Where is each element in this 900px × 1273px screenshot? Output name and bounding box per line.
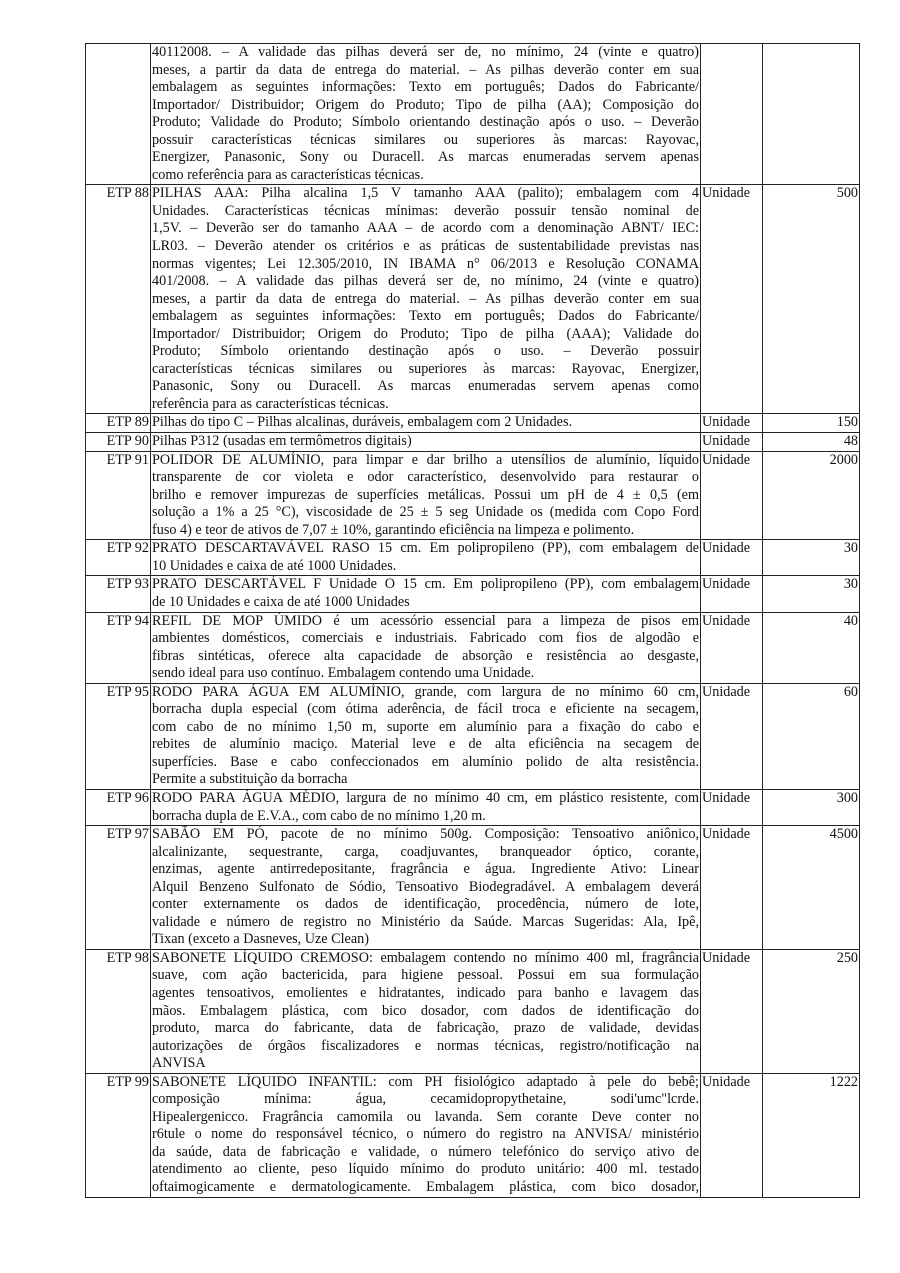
item-description <box>151 576 701 612</box>
description-line: Pilhas P312 (usadas em termômetros digitais) <box>152 433 412 450</box>
item-quantity: 150 <box>763 414 860 433</box>
description-line: PILHAS AAA: Pilha alcalina 1,5 V tamanho AAA (palito); embalagem com 4 <box>152 185 699 202</box>
description-line: POLIDOR DE ALUMÍNIO, para limpar e dar brilho a utensílios de alumínio, líquido <box>152 451 699 468</box>
description-line: com cabo de no mínimo 1,50 m, suporte em alumínio para a fixação do cabo e <box>152 718 699 735</box>
item-description <box>151 185 701 414</box>
item-quantity: 250 <box>763 949 860 1073</box>
description-line: meses, a partir da data de entrega do material. – As pilhas deverão conter em sua <box>152 61 699 78</box>
item-unit: Unidade <box>701 576 763 612</box>
items-table <box>85 43 860 1198</box>
description-line: solução a 1% a 25 °C), viscosidade de 25 ± 5 seg Unidade os (medida com Copo Ford <box>152 504 699 521</box>
description-line: Hipealergenicco. Fragrância camomila ou lavanda. Sem corante Deve conter no <box>152 1108 699 1125</box>
description-line: meses, a partir da data de entrega do material. – As pilhas deverão conter em sua <box>152 290 699 307</box>
item-code: ETP 99 <box>86 1073 151 1197</box>
description-line: transparente de cor violeta e odor característico, desenvolvido para restaurar o <box>152 469 699 486</box>
table-row <box>86 540 860 576</box>
description-line: borracha dupla de E.V.A., com cabo de no mínimo 1,20 m. <box>152 807 486 824</box>
item-description <box>151 612 701 683</box>
description-line: brilho e remover impurezas de superfícies metálicas. Possui um pH de 4 ± 0,5 (em <box>152 486 699 503</box>
description-line: alcalinizante, sequestrante, carga, coadjuvantes, branqueador óptico, corante, <box>152 843 699 860</box>
item-quantity: 48 <box>763 433 860 452</box>
description-line: normas vigentes; Lei 12.305/2010, IN IBAMA n° 06/2013 e Resolução CONAMA <box>152 255 699 272</box>
item-unit: Unidade <box>701 185 763 414</box>
description-line: PRATO DESCARTÁVEL F Unidade O 15 cm. Em polipropileno (PP), com embalagem <box>152 576 699 593</box>
item-code: ETP 96 <box>86 789 151 825</box>
description-line: Energizer, Panasonic, Sony ou Duracell. As marcas enumeradas servem apenas <box>152 149 699 166</box>
table-row <box>86 612 860 683</box>
item-unit: Unidade <box>701 826 763 950</box>
table-row <box>86 576 860 612</box>
item-unit: Unidade <box>701 414 763 433</box>
table-row <box>86 433 860 452</box>
description-line: 40112008. – A validade das pilhas deverá ser de, no mínimo, 24 (vinte e quatro) <box>152 44 699 60</box>
item-code: ETP 98 <box>86 949 151 1073</box>
item-description <box>151 826 701 950</box>
description-line: enzimas, agente antirredepositante, fragrância e água. Ingrediente Ativo: Linear <box>152 861 699 878</box>
item-unit: Unidade <box>701 612 763 683</box>
description-line: Produto; Validade do Produto; Símbolo orientando destinação após o uso. – Deverão <box>152 114 699 131</box>
item-code: ETP 91 <box>86 451 151 540</box>
description-line: composição mínima: água, cecamidopropythetaine, sodi'umc"lcrde. <box>152 1091 699 1108</box>
description-line: características técnicas similares ou superiores às marcas: Rayovac, Energizer, <box>152 360 699 377</box>
item-description <box>151 789 701 825</box>
item-description <box>151 414 701 433</box>
item-description <box>151 451 701 540</box>
description-line: superfícies. Base e cabo confeccionados em alumínio polido de alta resistência. <box>152 753 699 770</box>
item-unit: Unidade <box>701 540 763 576</box>
description-line: atendimento ao cliente, peso líquido mínimo do produto unitário: 400 ml. testado <box>152 1161 699 1178</box>
item-code <box>86 44 151 185</box>
description-line: REFIL DE MOP ÚMIDO é um acessório essencial para a limpeza de pisos em <box>152 612 699 629</box>
table-row <box>86 451 860 540</box>
table-row <box>86 1073 860 1197</box>
items-table-body <box>86 44 860 1198</box>
description-line: fibras sintéticas, oferece alta capacidade de absorção e resistência ao desgaste, <box>152 647 699 664</box>
item-description <box>151 949 701 1073</box>
item-unit: Unidade <box>701 789 763 825</box>
description-line: RODO PARA ÁGUA MÉDIO, largura de no mínimo 40 cm, em plástico resistente, com <box>152 789 699 806</box>
item-quantity: 4500 <box>763 826 860 950</box>
description-line: produto, marca do fabricante, data de fabricação, prazo de validade, devidas <box>152 1020 699 1037</box>
table-row <box>86 789 860 825</box>
item-description <box>151 433 701 452</box>
item-quantity: 40 <box>763 612 860 683</box>
description-line: como referência para as características técnicas. <box>152 166 424 183</box>
description-line: Panasonic, Sony ou Duracell. As marcas enumeradas servem apenas como <box>152 378 699 395</box>
description-line: ANVISA <box>152 1055 206 1072</box>
item-code: ETP 92 <box>86 540 151 576</box>
table-row <box>86 949 860 1073</box>
description-line: borracha dupla especial (com ótima aderência, de fácil troca e eficiente na secagem, <box>152 701 699 718</box>
item-quantity <box>763 44 860 185</box>
item-quantity: 30 <box>763 540 860 576</box>
description-line: Permite a substituição da borracha <box>152 771 348 788</box>
description-line: 10 Unidades e caixa de até 1000 Unidades. <box>152 557 397 574</box>
description-line: conter externamente os dados de identificação, procedência, número de lote, <box>152 896 699 913</box>
description-line: RODO PARA ÁGUA EM ALUMÍNIO, grande, com largura de no mínimo 60 cm, <box>152 683 699 700</box>
document-page <box>85 43 859 1198</box>
item-unit: Unidade <box>701 433 763 452</box>
description-line: referência para as características técnicas. <box>152 395 389 412</box>
item-unit: Unidade <box>701 949 763 1073</box>
description-line: sendo ideal para uso contínuo. Embalagem contendo uma Unidade. <box>152 665 535 682</box>
description-line: autorizações de órgãos fiscalizadores e normas técnicas, registro/notificação na <box>152 1037 699 1054</box>
description-line: 401/2008. – A validade das pilhas deverá ser de, no mínimo, 24 (vinte e quatro) <box>152 273 699 290</box>
item-code: ETP 88 <box>86 185 151 414</box>
description-line: validade e número de registro no Ministério da Saúde. Marcas Sugeridas: Ala, Ipê, <box>152 913 699 930</box>
item-code: ETP 89 <box>86 414 151 433</box>
description-line: possuir características técnicas similares ou superiores às marcas: Rayovac, <box>152 131 699 148</box>
item-quantity: 1222 <box>763 1073 860 1197</box>
description-line: SABONETE LÍQUIDO CREMOSO: embalagem contendo no mínimo 400 ml, fragrância <box>152 949 699 966</box>
description-line: Importador/ Distribuidor; Origem do Produto; Tipo de pilha (AA); Composição do <box>152 96 699 113</box>
item-quantity: 300 <box>763 789 860 825</box>
description-line: LR03. – Deverão atender os critérios e as práticas de sustentabilidade previstas nas <box>152 238 699 255</box>
item-unit: Unidade <box>701 683 763 789</box>
item-code: ETP 97 <box>86 826 151 950</box>
description-line: suave, com ação bactericida, para higiene pessoal. Possui em sua formulação <box>152 967 699 984</box>
description-line: ambientes domésticos, comerciais e industriais. Fabricado com fios de algodão e <box>152 630 699 647</box>
item-quantity: 60 <box>763 683 860 789</box>
item-description <box>151 683 701 789</box>
item-quantity: 500 <box>763 185 860 414</box>
description-line: r6tule o nome do responsável técnico, o número do registro na ANVISA/ ministério <box>152 1126 699 1143</box>
description-line: Produto; Símbolo orientando destinação após o uso. – Deverão possuir <box>152 343 699 360</box>
description-line: agentes tensoativos, emolientes e hidratantes, indicado para banho e lavagem das <box>152 984 699 1001</box>
description-line: de 10 Unidades e caixa de até 1000 Unidades <box>152 593 410 610</box>
description-line: SABÃO EM PÓ, pacote de no mínimo 500g. Composição: Tensoativo aniônico, <box>152 826 699 843</box>
table-row <box>86 683 860 789</box>
table-row <box>86 44 860 185</box>
item-code: ETP 95 <box>86 683 151 789</box>
item-code: ETP 93 <box>86 576 151 612</box>
description-line: PRATO DESCARTAVÁVEL RASO 15 cm. Em polipropileno (PP), com embalagem de <box>152 540 699 557</box>
item-code: ETP 90 <box>86 433 151 452</box>
item-description <box>151 540 701 576</box>
item-description <box>151 44 701 185</box>
item-unit: Unidade <box>701 451 763 540</box>
description-line: embalagem as seguintes informações: Texto em português; Dados do Fabricante/ <box>152 79 699 96</box>
description-line: Tixan (exceto a Dasneves, Uze Clean) <box>152 931 369 948</box>
item-quantity: 2000 <box>763 451 860 540</box>
table-row <box>86 414 860 433</box>
table-row <box>86 185 860 414</box>
table-row <box>86 826 860 950</box>
item-unit <box>701 44 763 185</box>
description-line: 1,5V. – Deverão ser do tamanho AAA – de acordo com a denominação ABNT/ IEC: <box>152 220 699 237</box>
item-description <box>151 1073 701 1197</box>
description-line: Alquil Benzeno Sulfonato de Sódio, Tensoativo Biodegradável. A embalagem deverá <box>152 878 699 895</box>
description-line: mãos. Embalagem plástica, com bico dosador, com dados de identificação do <box>152 1002 699 1019</box>
description-line: fuso 4) e teor de ativos de 7,07 ± 10%, garantindo eficiência na limpeza e polimento. <box>152 521 635 538</box>
item-quantity: 30 <box>763 576 860 612</box>
item-code: ETP 94 <box>86 612 151 683</box>
description-line: oftaimogicamente e dermatologicamente. Embalagem plástica, com bico dosador, <box>152 1179 699 1195</box>
description-line: rebites de alumínio maciço. Material leve e de alta eficiência na secagem de <box>152 736 699 753</box>
description-line: Unidades. Características técnicas mínimas: deverão possuir tensão nominal de <box>152 202 699 219</box>
description-line: Importador/ Distribuidor; Origem do Produto; Tipo de pilha (AAA); Validade do <box>152 325 699 342</box>
description-line: SABONETE LÍQUIDO INFANTIL: com PH fisiológico adaptado à pele do bebê; <box>152 1073 699 1090</box>
description-line: embalagem as seguintes informações: Texto em português; Dados do Fabricante/ <box>152 308 699 325</box>
description-line: Pilhas do tipo C – Pilhas alcalinas, duráveis, embalagem com 2 Unidades. <box>152 414 573 431</box>
description-line: da saúde, data de fabricação e validade, o número telefónico do serviço ativo de <box>152 1143 699 1160</box>
item-unit: Unidade <box>701 1073 763 1197</box>
